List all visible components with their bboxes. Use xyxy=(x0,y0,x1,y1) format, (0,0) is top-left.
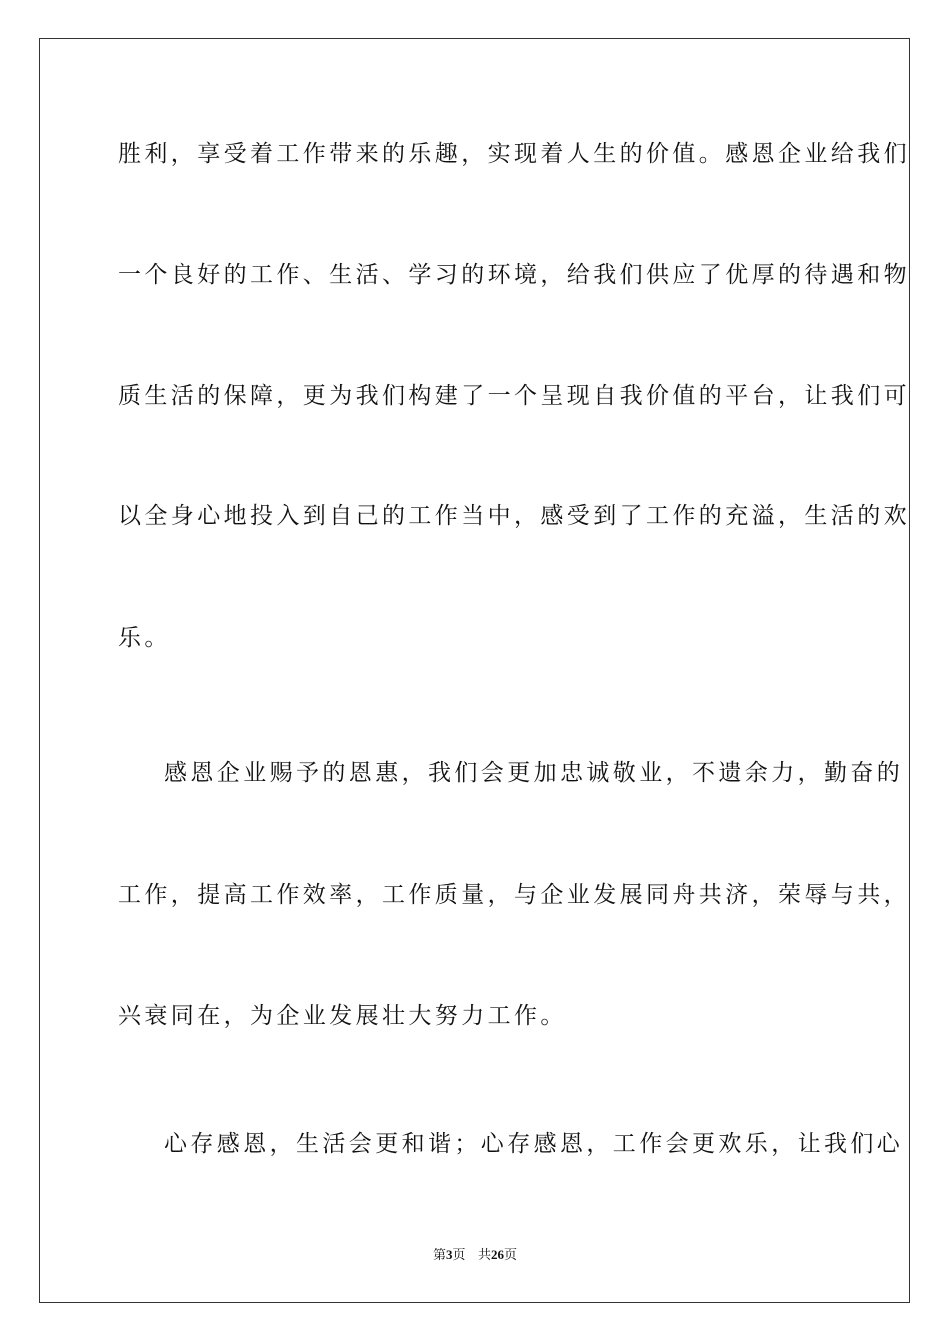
text-line: 质生活的保障，更为我们构建了一个呈现自我价值的平台，让我们可 xyxy=(118,383,910,409)
page-border xyxy=(39,38,910,1303)
paragraph-first-line: 感恩企业赐予的恩惠，我们会更加忠诚敬业，不遗余力，勤奋的 xyxy=(164,760,904,786)
total-suffix: 页 xyxy=(503,1248,517,1263)
total-pages: 26 xyxy=(490,1247,504,1262)
page-prefix: 第 xyxy=(433,1248,447,1263)
text-line: 胜利，享受着工作带来的乐趣，实现着人生的价值。感恩企业给我们 xyxy=(118,141,910,167)
text-line: 一个良好的工作、生活、学习的环境，给我们供应了优厚的待遇和物 xyxy=(118,262,910,288)
paragraph-first-line: 心存感恩，生活会更和谐；心存感恩，工作会更欢乐，让我们心 xyxy=(164,1131,904,1157)
total-prefix: 共 xyxy=(477,1248,491,1263)
page-suffix: 页 xyxy=(452,1248,466,1263)
text-line: 乐。 xyxy=(118,625,171,651)
page-footer xyxy=(0,1246,950,1265)
text-line: 工作，提高工作效率，工作质量，与企业发展同舟共济，荣辱与共， xyxy=(118,882,910,908)
text-line: 以全身心地投入到自己的工作当中，感受到了工作的充溢，生活的欢 xyxy=(118,503,910,529)
page-number: 3 xyxy=(446,1247,453,1262)
text-line: 兴衰同在，为企业发展壮大努力工作。 xyxy=(118,1003,567,1029)
